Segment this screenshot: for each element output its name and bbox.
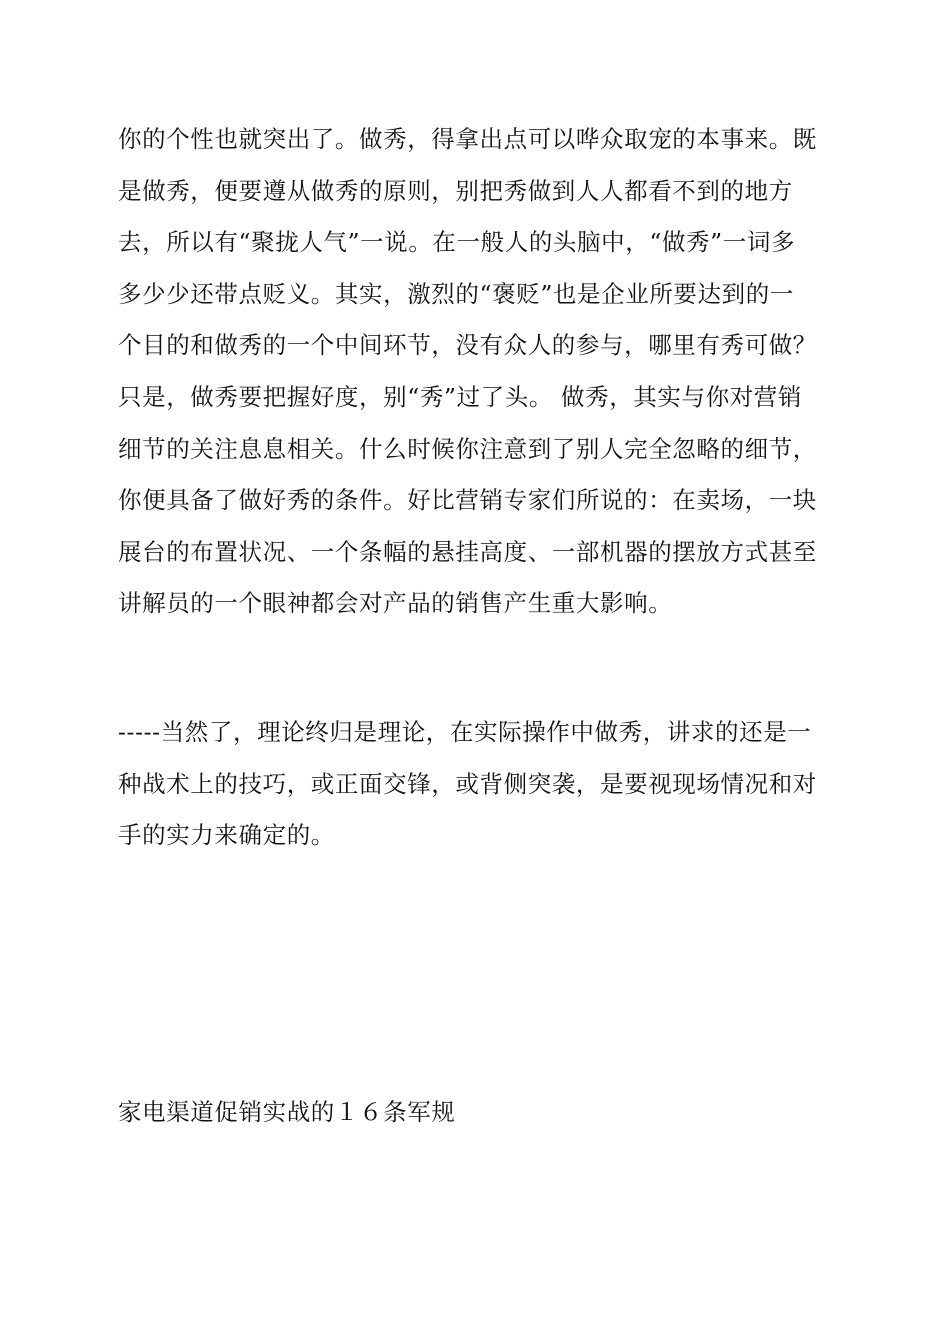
body-paragraph-1: 你的个性也就突出了。做秀，得拿出点可以哗众取宠的本事来。既是做秀，便要遵从做秀的原则，别把秀做到人人都看不到的地方去，所以有“聚拢人气”一说。在一般人的头脑中，“做秀”一词多多少少还带点贬义。其实，激烈的“褒贬”也是企业所要达到的一个目的和做秀的一个中间环节，没有众人的参与，哪里有秀可做？只是，做秀要把握好度，别“秀”过了头。 做秀，其实与你对营销细节的关注息息相关。什么时候你注意到了别人完全忽略的细节，你便具备了做好秀的条件。好比营销专家们所说的：在卖场，一块展台的布置状况、一个条幅的悬挂高度、一部机器的摆放方式甚至讲解员的一个眼神都会对产品的销售产生重大影响。 [118, 125, 817, 618]
body-paragraph-2: -----当然了，理论终归是理论，在实际操作中做秀，讲求的还是一种战术上的技巧，或正面交锋，或背侧突袭，是要视现场情况和对手的实力来确定的。 [118, 718, 817, 850]
section-heading: 家电渠道促销实战的１６条军规 [118, 1098, 456, 1126]
